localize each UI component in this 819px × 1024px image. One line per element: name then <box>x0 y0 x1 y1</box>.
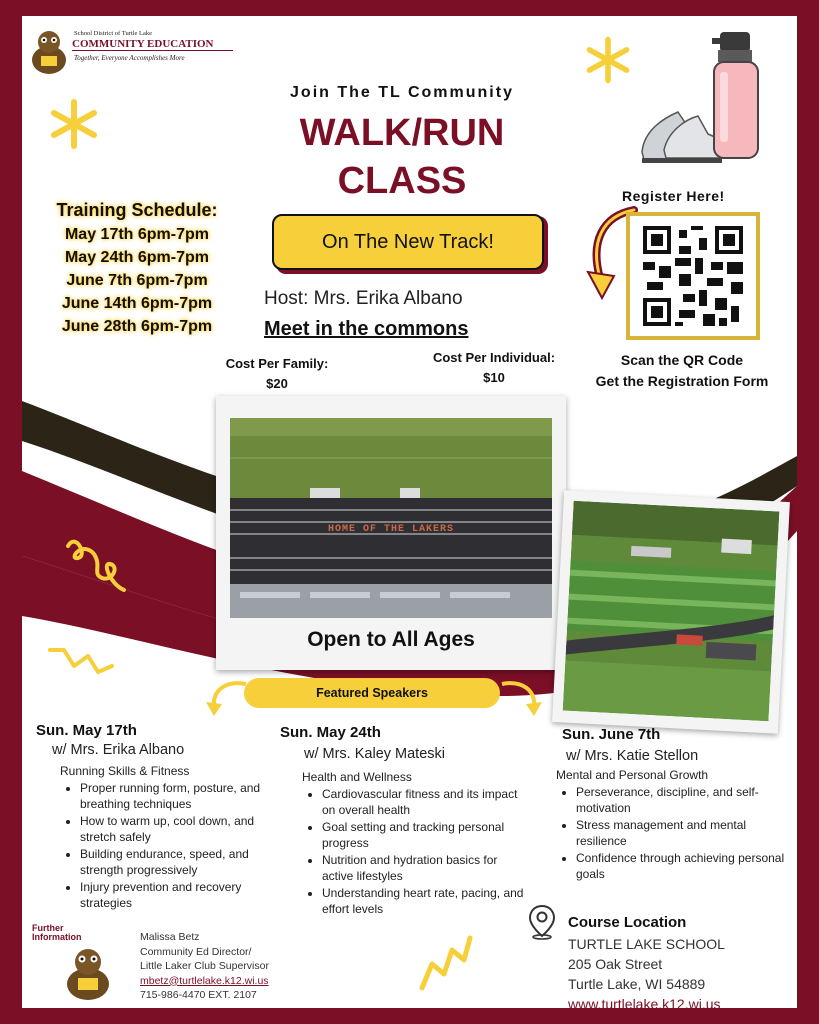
list-item: • Injury prevention and recovery strategies <box>80 879 280 911</box>
join-heading: Join The TL Community <box>290 84 514 101</box>
speaker-name: w/ Mrs. Erika Albano <box>52 742 185 758</box>
flyer-page <box>22 16 797 1008</box>
star-icon <box>582 34 634 86</box>
speaker-topic: Mental and Personal Growth <box>556 768 709 782</box>
scan-line-2: Get the Registration Form <box>595 373 769 389</box>
speaker-date: Sun. June 7th <box>562 726 661 743</box>
location-school: TURTLE LAKE SCHOOL <box>568 936 725 952</box>
location-street: 205 Oak Street <box>568 956 663 972</box>
zigzag-doodle-icon <box>48 644 116 678</box>
right-arrow-icon <box>498 674 542 718</box>
district-name: School District of Turtle Lake <box>74 30 152 37</box>
list-item: • How to warm up, cool down, and stretch safely <box>80 813 280 845</box>
website-link[interactable]: www.turtlelake.k12.wi.us <box>568 996 721 1008</box>
further-information-label <box>32 924 82 942</box>
cost-family <box>212 354 342 394</box>
further-line-2: Information <box>32 932 82 942</box>
star-icon <box>46 96 102 152</box>
schedule-date: June 28th 6pm-7pm <box>61 318 213 335</box>
contact-info <box>140 930 269 1003</box>
schedule-date: June 7th 6pm-7pm <box>66 272 208 289</box>
speaker-card <box>36 722 276 912</box>
tagline: Together, Everyone Accomplishes More <box>74 54 185 62</box>
list-item: • Cardiovascular fitness and its impact on overall health <box>322 786 532 818</box>
speaker-card <box>556 726 794 883</box>
list-item: • Perseverance, discipline, and self-motivation <box>576 784 797 816</box>
course-location-title: Course Location <box>568 914 687 931</box>
further-line-1: Further <box>32 923 64 933</box>
aerial-photo <box>563 501 780 721</box>
aerial-photo-card <box>552 490 790 734</box>
speaker-topic: Running Skills & Fitness <box>60 764 190 778</box>
meet-location: Meet in the commons <box>264 318 469 340</box>
track-photo <box>230 418 552 618</box>
schedule-date: May 24th 6pm-7pm <box>64 249 210 266</box>
register-title: Register Here! <box>622 188 725 204</box>
qr-code-frame[interactable] <box>626 212 760 340</box>
mascot-icon <box>62 944 114 1002</box>
list-item: • Confidence through achieving personal goals <box>576 850 797 882</box>
list-item: • Goal setting and tracking personal progress <box>322 819 532 851</box>
list-item: • Understanding heart rate, pacing, and effort levels <box>322 885 532 917</box>
cost-family-label: Cost Per Family: <box>225 356 329 371</box>
org-name: COMMUNITY EDUCATION <box>72 38 233 51</box>
speaker-card <box>280 724 540 918</box>
contact-role-1: Community Ed Director/ <box>140 945 252 958</box>
qr-code-icon[interactable] <box>640 226 746 326</box>
contact-name: Malissa Betz <box>140 931 200 943</box>
scan-instructions <box>570 350 794 392</box>
location-city: Turtle Lake, WI 54889 <box>568 976 706 992</box>
track-photo-card <box>216 396 566 670</box>
training-schedule <box>32 200 242 338</box>
open-to-all-ages: Open to All Ages <box>307 628 475 651</box>
cost-individual-value: $10 <box>483 370 505 385</box>
list-item: • Nutrition and hydration basics for active lifestyles <box>322 852 532 884</box>
speaker-date: Sun. May 17th <box>36 722 137 739</box>
schedule-date: June 14th 6pm-7pm <box>61 295 213 312</box>
list-item: • Proper running form, posture, and breathing techniques <box>80 780 280 812</box>
cost-individual-label: Cost Per Individual: <box>432 350 556 365</box>
track-label: On The New Track! <box>272 214 544 270</box>
speaker-name: w/ Mrs. Kaley Mateski <box>304 746 445 762</box>
speaker-name: w/ Mrs. Katie Stellon <box>566 748 699 764</box>
title-line-2: CLASS <box>337 160 467 202</box>
contact-phone: 715-986-4470 EXT. 2107 <box>140 989 257 1001</box>
schedule-date: May 17th 6pm-7pm <box>64 226 210 243</box>
track-sign-text: HOME OF THE LAKERS <box>327 524 455 535</box>
zigzag-doodle-icon <box>416 934 476 994</box>
list-item: • Building endurance, speed, and strength progressively <box>80 846 280 878</box>
speaker-date: Sun. May 24th <box>280 724 381 741</box>
course-location-details <box>568 934 725 1008</box>
scan-line-1: Scan the QR Code <box>620 352 744 368</box>
mascot-logo-icon <box>28 28 70 76</box>
speaker-topic: Health and Wellness <box>302 770 412 784</box>
title-line-1: WALK/RUN <box>299 112 505 154</box>
schedule-title: Training Schedule: <box>56 200 218 220</box>
featured-speakers-heading: Featured Speakers <box>244 678 500 708</box>
squiggle-doodle-icon <box>62 526 132 596</box>
cost-family-value: $20 <box>266 376 288 391</box>
contact-email-link[interactable]: mbetz@turtlelake.k12.wi.us <box>140 974 269 987</box>
water-bottle-icon <box>708 28 766 162</box>
host-name: Host: Mrs. Erika Albano <box>264 288 463 309</box>
location-pin-icon <box>528 904 556 940</box>
cost-individual <box>414 348 574 388</box>
list-item: • Stress management and mental resilience <box>576 817 797 849</box>
contact-role-2: Little Laker Club Supervisor <box>140 960 269 972</box>
